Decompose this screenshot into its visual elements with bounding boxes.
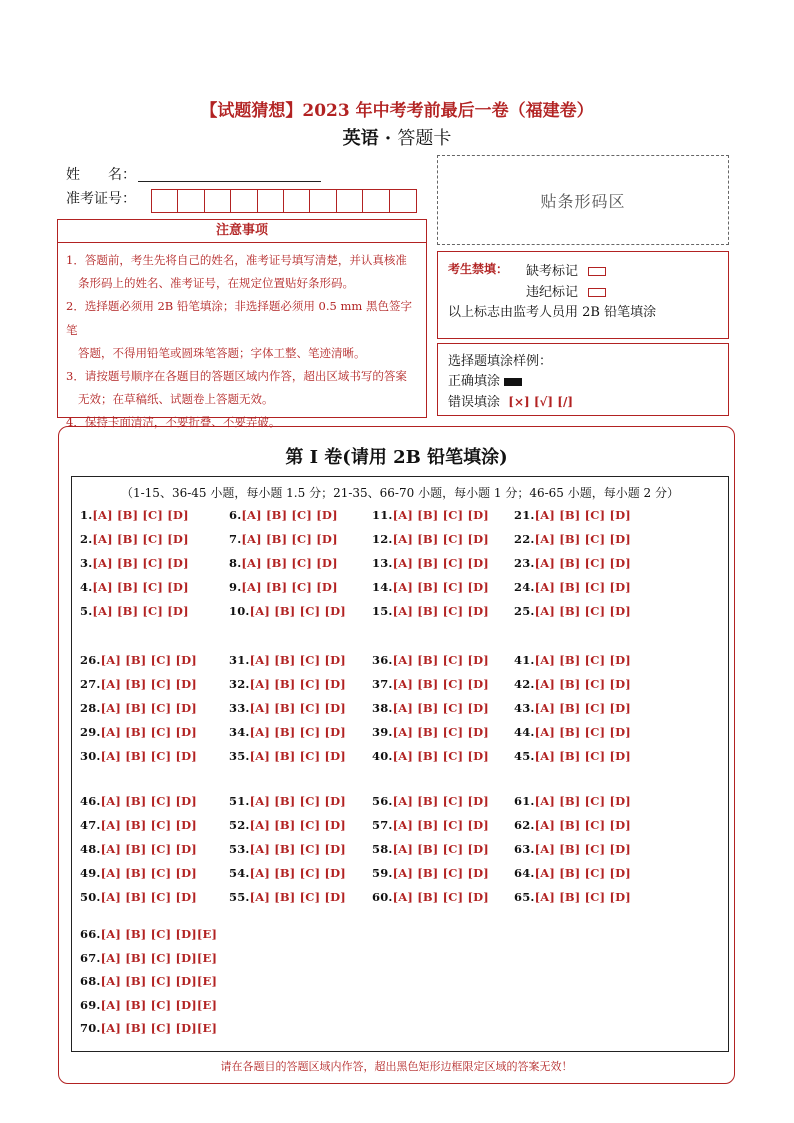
question-number: 29.: [80, 725, 101, 739]
question-number: 23.: [514, 556, 535, 570]
fill-sample-box: [437, 343, 729, 416]
question-number: 43.: [514, 701, 535, 715]
question-item[interactable]: [514, 580, 631, 594]
answer-card-label: 答题卡: [397, 128, 452, 149]
question-item[interactable]: [372, 749, 489, 763]
id-digit-box[interactable]: [390, 190, 416, 212]
question-number: 31.: [229, 653, 250, 667]
id-digit-box[interactable]: [205, 190, 231, 212]
answer-bubbles[interactable]: [A] [B] [C] [D]: [100, 653, 197, 667]
question-number: 44.: [514, 725, 535, 739]
answer-bubbles[interactable]: [A] [B] [C] [D]: [392, 508, 489, 522]
filled-bubble-icon: [504, 378, 522, 386]
question-item[interactable]: [80, 677, 197, 691]
question-item[interactable]: [372, 866, 489, 880]
staff-note: 以上标志由监考人员用 2B 铅笔填涂: [448, 305, 657, 320]
answer-bubbles[interactable]: [A] [B] [C] [D]: [241, 532, 338, 546]
wrong-fill-marks: [×] [√] [/]: [508, 395, 574, 409]
answer-bubbles[interactable]: [A] [B] [C] [D]: [92, 580, 189, 594]
id-digit-box[interactable]: [231, 190, 257, 212]
answer-bubbles[interactable]: [A] [B] [C] [D]: [100, 794, 197, 808]
question-number: 47.: [80, 818, 101, 832]
answer-bubbles[interactable]: [A] [B] [C] [D]: [534, 794, 631, 808]
answer-bubbles[interactable]: [A] [B] [C] [D]: [534, 890, 631, 904]
answer-bubbles[interactable]: [A] [B] [C] [D]: [534, 508, 631, 522]
question-number: 26.: [80, 653, 101, 667]
question-number: 11.: [372, 508, 393, 522]
answer-bubbles[interactable]: [A] [B] [C] [D]: [534, 749, 631, 763]
answer-bubbles[interactable]: [A] [B] [C] [D]: [249, 725, 346, 739]
question-item[interactable]: [229, 653, 346, 667]
notice-item-cont: 答题，不得用铅笔或圆珠笔答题；字体工整、笔迹清晰。: [78, 345, 366, 360]
question-item[interactable]: [514, 677, 631, 691]
question-number: 32.: [229, 677, 250, 691]
answer-bubbles[interactable]: [A] [B] [C] [D]: [100, 677, 197, 691]
answer-bubbles[interactable]: [A] [B] [C] [D]: [534, 556, 631, 570]
question-number: 69.: [80, 997, 101, 1012]
subtitle-separator: ·: [384, 128, 392, 149]
question-item[interactable]: [514, 842, 631, 856]
question-number: 7.: [229, 532, 242, 546]
question-number: 22.: [514, 532, 535, 546]
answer-bubbles[interactable]: [A] [B] [C] [D]: [100, 725, 197, 739]
question-item[interactable]: [372, 818, 489, 832]
question-number: 45.: [514, 749, 535, 763]
answer-bubbles[interactable]: [A] [B] [C] [D]: [392, 749, 489, 763]
name-field[interactable]: [138, 181, 321, 182]
question-item[interactable]: [80, 794, 197, 808]
absent-mark-label: 缺考标记: [526, 264, 579, 279]
answer-bubbles[interactable]: [A] [B] [C] [D]: [392, 701, 489, 715]
wrong-fill-label: 错误填涂: [448, 395, 501, 410]
question-item[interactable]: [229, 677, 346, 691]
question-number: 24.: [514, 580, 535, 594]
id-digit-box[interactable]: [310, 190, 336, 212]
question-item[interactable]: [514, 653, 631, 667]
answer-bubbles[interactable]: [A] [B] [C] [D]: [392, 653, 489, 667]
answer-bubbles[interactable]: [A] [B] [C] [D]: [249, 842, 346, 856]
answer-bubbles[interactable]: [A] [B] [C] [D]: [534, 701, 631, 715]
answer-bubbles[interactable]: [A] [B] [C] [D]: [534, 842, 631, 856]
question-item[interactable]: [514, 749, 631, 763]
subject-label: 英语: [342, 128, 379, 149]
answer-bubbles[interactable]: [A] [B] [C] [D]: [392, 532, 489, 546]
question-number: 53.: [229, 842, 250, 856]
question-item[interactable]: [514, 890, 631, 904]
question-item[interactable]: [514, 701, 631, 715]
question-number: 62.: [514, 818, 535, 832]
question-item[interactable]: [372, 508, 489, 522]
question-item[interactable]: [80, 974, 217, 988]
question-item[interactable]: [80, 842, 197, 856]
question-item[interactable]: [514, 532, 631, 546]
question-item[interactable]: [229, 508, 338, 522]
answer-bubbles[interactable]: [A] [B] [C] [D]: [249, 818, 346, 832]
absent-mark-box[interactable]: [588, 267, 606, 276]
exam-id-boxes[interactable]: [151, 189, 417, 213]
id-digit-box[interactable]: [178, 190, 204, 212]
question-number: 34.: [229, 725, 250, 739]
question-number: 3.: [80, 556, 93, 570]
id-digit-box[interactable]: [284, 190, 310, 212]
violation-mark-label: 违纪标记: [526, 285, 579, 300]
question-number: 14.: [372, 580, 393, 594]
question-item[interactable]: [80, 580, 189, 594]
answer-bubbles[interactable]: [A] [B] [C] [D]: [392, 866, 489, 880]
scoring-note: （1-15、36-45 小题，每小题 1.5 分；21-35、66-70 小题，每小题 1 分；46-65 小题，每小题 2 分）: [120, 486, 680, 500]
question-item[interactable]: [80, 556, 189, 570]
answer-bubbles[interactable]: [A] [B] [C] [D]: [100, 890, 197, 904]
answer-bubbles[interactable]: [A] [B] [C] [D]: [392, 580, 489, 594]
answer-bubbles[interactable]: [A] [B] [C] [D]: [392, 818, 489, 832]
question-number: 21.: [514, 508, 535, 522]
question-item[interactable]: [372, 653, 489, 667]
question-item[interactable]: [372, 532, 489, 546]
answer-bubbles[interactable]: [A] [B] [C] [D]: [249, 890, 346, 904]
question-item[interactable]: [80, 890, 197, 904]
question-item[interactable]: [229, 818, 346, 832]
answer-bubbles[interactable]: [A] [B] [C] [D]: [100, 749, 197, 763]
question-item[interactable]: [229, 725, 346, 739]
question-item[interactable]: [80, 653, 197, 667]
answer-bubbles[interactable]: [A] [B] [C] [D]: [392, 842, 489, 856]
question-item[interactable]: [229, 604, 346, 618]
question-number: 8.: [229, 556, 242, 570]
question-number: 28.: [80, 701, 101, 715]
question-number: 9.: [229, 580, 242, 594]
notice-item: 1．答题前，考生先将自己的姓名，准考证号填写清楚，并认真核准: [66, 253, 407, 267]
question-number: 67.: [80, 950, 101, 965]
question-number: 66.: [80, 927, 101, 941]
question-number: 4.: [80, 580, 93, 594]
question-number: 30.: [80, 749, 101, 763]
question-item[interactable]: [372, 794, 489, 808]
correct-fill-label: 正确填涂: [448, 374, 501, 389]
question-number: 52.: [229, 818, 250, 832]
question-item[interactable]: [229, 842, 346, 856]
question-number: 15.: [372, 604, 393, 618]
notice-item-cont: 条形码上的姓名、准考证号，在规定位置贴好条形码。: [78, 276, 354, 291]
answer-bubbles[interactable]: [A] [B] [C] [D]: [534, 653, 631, 667]
question-number: 48.: [80, 842, 101, 856]
question-item[interactable]: [514, 604, 631, 618]
question-item[interactable]: [80, 951, 217, 965]
answer-bubbles[interactable]: [A] [B] [C] [D]: [534, 580, 631, 594]
question-item[interactable]: [80, 866, 197, 880]
staff-only-box: [437, 251, 729, 339]
question-number: 50.: [80, 890, 101, 904]
notice-item: 2．选择题必须用 2B 铅笔填涂；非选择题必须用 0.5 mm 黑色签字笔: [66, 299, 412, 337]
footer-warning: 请在各题目的答题区域内作答，超出黑色矩形边框限定区域的答案无效！: [220, 1060, 573, 1073]
question-item[interactable]: [229, 749, 346, 763]
question-item[interactable]: [80, 532, 189, 546]
answer-bubbles[interactable]: [A] [B] [C] [D][E]: [100, 927, 218, 941]
exam-title: 【试题猜想】2023 年中考考前最后一卷（福建卷）: [200, 101, 594, 121]
question-item[interactable]: [80, 725, 197, 739]
answer-bubbles[interactable]: [A] [B] [C] [D]: [241, 508, 338, 522]
answer-bubbles[interactable]: [A] [B] [C] [D]: [249, 866, 346, 880]
answer-bubbles[interactable]: [A] [B] [C] [D]: [249, 604, 346, 618]
answer-bubbles[interactable]: [A] [B] [C] [D]: [392, 725, 489, 739]
question-item[interactable]: [80, 749, 197, 763]
question-number: 70.: [80, 1021, 101, 1035]
answer-bubbles[interactable]: [A] [B] [C] [D]: [100, 866, 197, 880]
question-item[interactable]: [372, 580, 489, 594]
question-number: 1.: [80, 508, 93, 522]
answer-bubbles[interactable]: [A] [B] [C] [D]: [249, 749, 346, 763]
answer-bubbles[interactable]: [A] [B] [C] [D]: [392, 677, 489, 691]
id-digit-box[interactable]: [152, 190, 178, 212]
answer-bubbles[interactable]: [A] [B] [C] [D]: [534, 604, 631, 618]
question-item[interactable]: [229, 794, 346, 808]
question-number: 46.: [80, 794, 101, 808]
question-item[interactable]: [80, 927, 217, 941]
question-number: 40.: [372, 749, 393, 763]
notice-item-cont: 无效；在草稿纸、试题卷上答题无效。: [78, 392, 274, 407]
question-item[interactable]: [514, 866, 631, 880]
question-item[interactable]: [229, 580, 338, 594]
question-item[interactable]: [80, 1021, 217, 1035]
question-number: 5.: [80, 604, 93, 618]
question-number: 65.: [514, 890, 535, 904]
answer-bubbles[interactable]: [A] [B] [C] [D][E]: [100, 950, 218, 965]
answer-bubbles[interactable]: [A] [B] [C] [D]: [92, 532, 189, 546]
question-item[interactable]: [229, 890, 346, 904]
card-subtitle: [0, 124, 794, 150]
question-number: 37.: [372, 677, 393, 691]
id-digit-box[interactable]: [363, 190, 389, 212]
question-number: 63.: [514, 842, 535, 856]
answer-bubbles[interactable]: [A] [B] [C] [D]: [249, 653, 346, 667]
question-item[interactable]: [372, 725, 489, 739]
question-item[interactable]: [372, 701, 489, 715]
question-number: 39.: [372, 725, 393, 739]
question-item[interactable]: [372, 890, 489, 904]
answer-bubbles[interactable]: [A] [B] [C] [D]: [241, 556, 338, 570]
question-number: 41.: [514, 653, 535, 667]
question-item[interactable]: [514, 725, 631, 739]
question-number: 61.: [514, 794, 535, 808]
question-item[interactable]: [514, 556, 631, 570]
question-number: 35.: [229, 749, 250, 763]
answer-bubbles[interactable]: [A] [B] [C] [D]: [534, 866, 631, 880]
answer-bubbles[interactable]: [A] [B] [C] [D]: [100, 818, 197, 832]
question-item[interactable]: [80, 818, 197, 832]
answer-bubbles[interactable]: [A] [B] [C] [D]: [92, 508, 189, 522]
answer-bubbles[interactable]: [A] [B] [C] [D]: [249, 677, 346, 691]
section-title: 第 I 卷(请用 2B 铅笔填涂): [285, 447, 508, 468]
answer-bubbles[interactable]: [A] [B] [C] [D]: [92, 604, 189, 618]
question-number: 51.: [229, 794, 250, 808]
question-number: 42.: [514, 677, 535, 691]
question-number: 12.: [372, 532, 393, 546]
question-number: 13.: [372, 556, 393, 570]
answer-bubbles[interactable]: [A] [B] [C] [D][E]: [100, 997, 218, 1012]
question-item[interactable]: [514, 818, 631, 832]
question-item[interactable]: [229, 701, 346, 715]
answer-bubbles[interactable]: [A] [B] [C] [D]: [249, 701, 346, 715]
exam-id-label: 准考证号：: [66, 191, 136, 207]
notice-box: [57, 242, 427, 430]
question-number: 57.: [372, 818, 393, 832]
question-number: 58.: [372, 842, 393, 856]
staff-only-label: 考生禁填：: [448, 262, 509, 276]
question-item[interactable]: [514, 508, 631, 522]
question-number: 25.: [514, 604, 535, 618]
answer-bubbles[interactable]: [A] [B] [C] [D]: [534, 532, 631, 546]
question-number: 64.: [514, 866, 535, 880]
question-number: 36.: [372, 653, 393, 667]
question-number: 55.: [229, 890, 250, 904]
question-item[interactable]: [229, 556, 338, 570]
question-item[interactable]: [229, 866, 346, 880]
question-item[interactable]: [372, 604, 489, 618]
question-item[interactable]: [372, 842, 489, 856]
answer-bubbles[interactable]: [A] [B] [C] [D]: [100, 842, 197, 856]
question-item[interactable]: [229, 532, 338, 546]
question-number: 10.: [229, 604, 250, 618]
question-item[interactable]: [80, 508, 189, 522]
question-number: 2.: [80, 532, 93, 546]
answer-bubbles[interactable]: [A] [B] [C] [D][E]: [100, 1021, 218, 1035]
answer-bubbles[interactable]: [A] [B] [C] [D]: [392, 556, 489, 570]
answer-bubbles[interactable]: [A] [B] [C] [D]: [392, 794, 489, 808]
notice-item: 4．保持卡面清洁，不要折叠、不要弄破。: [66, 415, 281, 430]
question-item[interactable]: [372, 556, 489, 570]
question-number: 56.: [372, 794, 393, 808]
question-number: 33.: [229, 701, 250, 715]
answer-bubbles[interactable]: [A] [B] [C] [D]: [392, 604, 489, 618]
fill-sample-title: 选择题填涂样例：: [448, 354, 553, 369]
answer-bubbles[interactable]: [A] [B] [C] [D]: [92, 556, 189, 570]
id-digit-box[interactable]: [258, 190, 284, 212]
question-number: 27.: [80, 677, 101, 691]
answer-bubbles[interactable]: [A] [B] [C] [D]: [100, 701, 197, 715]
answer-bubbles[interactable]: [A] [B] [C] [D]: [392, 890, 489, 904]
notice-item: 3．请按题号顺序在各题目的答题区域内作答，超出区域书写的答案: [66, 369, 407, 384]
notice-heading: 注意事项: [57, 219, 427, 243]
question-item[interactable]: [514, 794, 631, 808]
name-label: 姓 名：: [66, 167, 136, 183]
barcode-label: 贴条形码区: [540, 191, 626, 211]
answer-bubbles[interactable]: [A] [B] [C] [D]: [534, 725, 631, 739]
question-number: 68.: [80, 974, 101, 988]
answer-bubbles[interactable]: [A] [B] [C] [D]: [534, 818, 631, 832]
question-item[interactable]: [80, 701, 197, 715]
question-item[interactable]: [80, 604, 189, 618]
answer-bubbles[interactable]: [A] [B] [C] [D]: [249, 794, 346, 808]
question-number: 54.: [229, 866, 250, 880]
question-item[interactable]: [372, 677, 489, 691]
violation-mark-box[interactable]: [588, 288, 606, 297]
question-number: 38.: [372, 701, 393, 715]
question-number: 49.: [80, 866, 101, 880]
question-number: 6.: [229, 508, 242, 522]
id-digit-box[interactable]: [337, 190, 363, 212]
answer-bubbles[interactable]: [A] [B] [C] [D]: [534, 677, 631, 691]
question-number: 60.: [372, 890, 393, 904]
question-number: 59.: [372, 866, 393, 880]
answer-bubbles[interactable]: [A] [B] [C] [D][E]: [100, 974, 218, 988]
barcode-area: [437, 155, 729, 245]
question-item[interactable]: [80, 998, 217, 1012]
answer-bubbles[interactable]: [A] [B] [C] [D]: [241, 580, 338, 594]
